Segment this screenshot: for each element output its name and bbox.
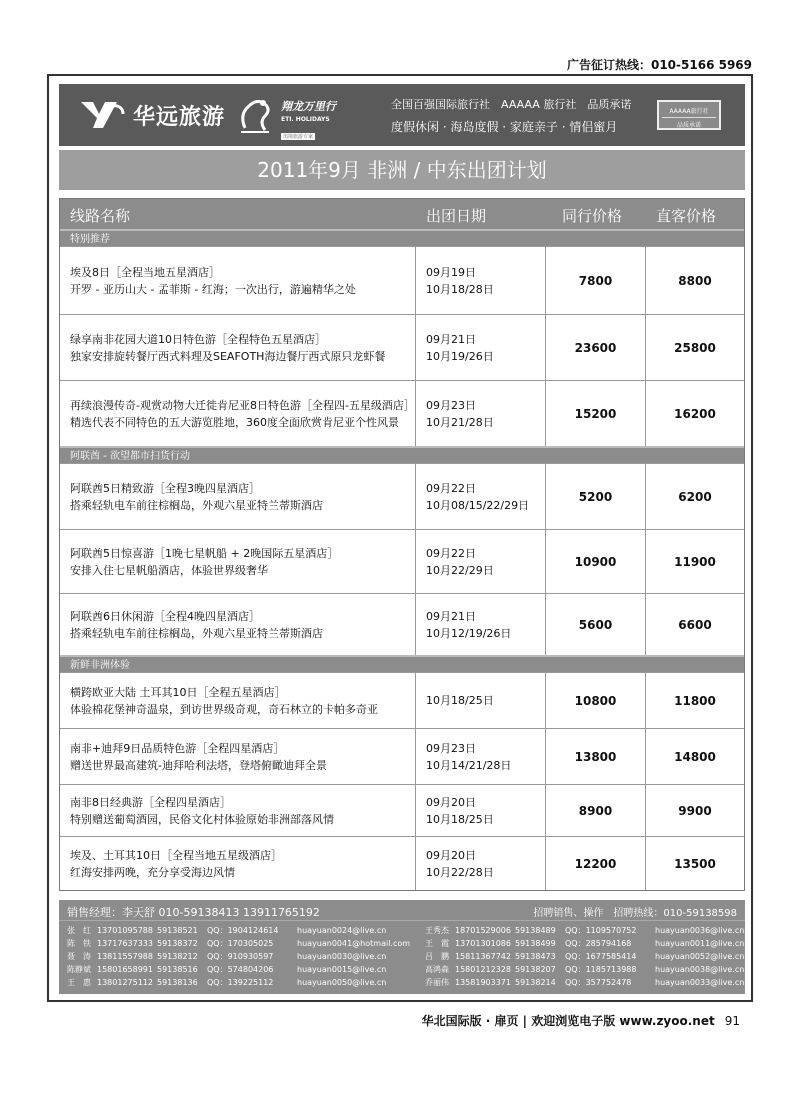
route-title: 阿联酋5日惊喜游［1晚七星帆船 + 2晚国际五星酒店］ bbox=[70, 546, 339, 560]
date-2: 10月22/28日 bbox=[426, 865, 494, 879]
date-cell bbox=[415, 464, 545, 529]
peer-price: 5600 bbox=[545, 594, 645, 655]
table-row bbox=[60, 728, 744, 784]
sales-manager: 销售经理：李天舒 010-59138413 13911765192 bbox=[67, 906, 320, 919]
contact-tel: 59138207 bbox=[515, 965, 556, 974]
contact-phone: 18701529006 bbox=[455, 926, 511, 935]
contacts-left bbox=[67, 924, 410, 989]
contact-email[interactable]: huayuan0015@live.cn bbox=[297, 965, 387, 974]
footer-divider bbox=[59, 920, 745, 921]
route-cell bbox=[60, 837, 415, 890]
route-desc: 独家安排旋转餐厅西式料理及SEAFOTH海边餐厅西式原只龙虾餐 bbox=[70, 349, 386, 363]
table-row bbox=[60, 314, 744, 380]
route-desc: 安排入住七星帆船酒店，体验世界级奢华 bbox=[70, 563, 268, 577]
peer-price: 7800 bbox=[545, 247, 645, 314]
page-title: 2011年9月 非洲 / 中东出团计划 bbox=[59, 150, 745, 190]
contact-name: 王秀杰 bbox=[425, 926, 449, 935]
contact-tel: 59138473 bbox=[515, 952, 556, 961]
aaaaa-badge bbox=[657, 100, 721, 130]
peer-price: 10900 bbox=[545, 530, 645, 593]
contact-qq: QQ：1904124614 bbox=[207, 926, 279, 935]
peer-price: 23600 bbox=[545, 315, 645, 380]
contact-qq: QQ：574804206 bbox=[207, 965, 274, 974]
contact-phone: 13801275112 bbox=[97, 978, 153, 987]
contact-row bbox=[425, 976, 744, 989]
contact-email[interactable]: huayuan0038@live.cn bbox=[655, 965, 745, 974]
peer-price: 8900 bbox=[545, 785, 645, 836]
contact-name: 张 红 bbox=[67, 926, 91, 935]
contact-row bbox=[425, 950, 744, 963]
route-title: 埃及、土耳其10日［全程当地五星级酒店］ bbox=[70, 848, 282, 862]
route-cell bbox=[60, 530, 415, 593]
contact-row bbox=[425, 963, 744, 976]
date-1: 09月21日 bbox=[426, 609, 476, 623]
table-row bbox=[60, 463, 744, 529]
route-desc: 搭乘轻轨电车前往棕榈岛，外观六星亚特兰蒂斯酒店 bbox=[70, 626, 323, 640]
contact-tel: 59138521 bbox=[157, 926, 198, 935]
route-cell bbox=[60, 315, 415, 380]
route-title: 绿享南非花园大道10日特色游［全程特色五星酒店］ bbox=[70, 332, 326, 346]
contact-qq: QQ：1109570752 bbox=[565, 926, 637, 935]
route-desc: 开罗 - 亚历山大 - 孟菲斯 - 红海；一次出行，游遍精华之处 bbox=[70, 282, 356, 296]
route-title: 埃及8日［全程当地五星酒店］ bbox=[70, 265, 220, 279]
route-cell bbox=[60, 464, 415, 529]
contact-row bbox=[425, 924, 744, 937]
route-title: 阿联酋6日休闲游［全程4晚四星酒店］ bbox=[70, 609, 260, 623]
col-route-header: 线路名称 bbox=[70, 207, 131, 225]
direct-price: 14800 bbox=[645, 729, 744, 784]
date-2: 10月18/25日 bbox=[426, 812, 494, 826]
date-1: 09月22日 bbox=[426, 546, 476, 560]
logo2-en: ETI. HOLIDAYS bbox=[281, 116, 330, 123]
badge-bottom: 品质承诺 bbox=[662, 117, 716, 129]
route-desc: 搭乘轻轨电车前往棕榈岛，外观六星亚特兰蒂斯酒店 bbox=[70, 498, 323, 512]
section-header: 新鲜非洲体验 bbox=[60, 655, 744, 672]
contact-qq: QQ：1677585414 bbox=[565, 952, 637, 961]
eti-logo-text bbox=[281, 98, 336, 142]
route-cell bbox=[60, 673, 415, 728]
contact-email[interactable]: huayuan0036@live.cn bbox=[655, 926, 745, 935]
contact-name: 王 霞 bbox=[425, 939, 449, 948]
peer-price: 10800 bbox=[545, 673, 645, 728]
route-cell bbox=[60, 594, 415, 655]
date-2: 10月22/29日 bbox=[426, 563, 494, 577]
route-cell bbox=[60, 381, 415, 446]
direct-price: 11900 bbox=[645, 530, 744, 593]
date-cell bbox=[415, 837, 545, 890]
contact-tel: 59138214 bbox=[515, 978, 556, 987]
huayuan-logo-icon bbox=[79, 98, 125, 132]
contact-email[interactable]: huayuan0033@live.cn bbox=[655, 978, 745, 987]
table-row bbox=[60, 380, 744, 446]
contact-tel: 59138499 bbox=[515, 939, 556, 948]
date-cell bbox=[415, 673, 545, 728]
tagline-2: 度假休闲 · 海岛度假 · 家庭亲子 · 情侣蜜月 bbox=[391, 120, 618, 134]
contact-phone: 13701095788 bbox=[97, 926, 153, 935]
date-2: 10月19/26日 bbox=[426, 349, 494, 363]
page-number: 91 bbox=[724, 1014, 740, 1028]
date-2: 10月14/21/28日 bbox=[426, 758, 512, 772]
col-date-header: 出团日期 bbox=[426, 207, 487, 225]
contact-row bbox=[67, 950, 410, 963]
section-header: 特别推荐 bbox=[60, 229, 744, 246]
contact-email[interactable]: huayuan0050@live.cn bbox=[297, 978, 387, 987]
page-footer bbox=[422, 1012, 740, 1029]
peer-price: 12200 bbox=[545, 837, 645, 890]
contact-tel: 59138136 bbox=[157, 978, 198, 987]
tour-table bbox=[59, 198, 745, 891]
date-cell bbox=[415, 594, 545, 655]
contact-qq: QQ：285794168 bbox=[565, 939, 632, 948]
contact-row bbox=[67, 963, 410, 976]
contact-name: 王 惠 bbox=[67, 978, 91, 987]
col-peer-header: 同行价格 bbox=[562, 207, 623, 225]
direct-price: 6200 bbox=[645, 464, 744, 529]
table-row bbox=[60, 784, 744, 836]
tagline-1: 全国百强国际旅行社 AAAAA 旅行社 品质承诺 bbox=[391, 98, 632, 111]
direct-price: 16200 bbox=[645, 381, 744, 446]
direct-price: 6600 bbox=[645, 594, 744, 655]
recruit-info: 招聘销售、操作 招聘热线：010-59138598 bbox=[533, 908, 737, 919]
date-2: 10月18/28日 bbox=[426, 282, 494, 296]
contact-phone: 13811557988 bbox=[97, 952, 153, 961]
contacts-right bbox=[425, 924, 744, 989]
section-header: 阿联酋 - 欲望都市扫货行动 bbox=[60, 446, 744, 463]
footer-contacts bbox=[59, 900, 745, 994]
peer-price: 5200 bbox=[545, 464, 645, 529]
table-row bbox=[60, 593, 744, 655]
route-cell bbox=[60, 729, 415, 784]
table-header bbox=[60, 199, 744, 229]
contact-tel: 59138489 bbox=[515, 926, 556, 935]
table-row bbox=[60, 836, 744, 890]
route-title: 阿联酋5日精致游［全程3晚四星酒店］ bbox=[70, 481, 260, 495]
table-row bbox=[60, 529, 744, 593]
route-cell bbox=[60, 785, 415, 836]
contact-name: 陈 铁 bbox=[67, 939, 91, 948]
route-title: 南非+迪拜9日品质特色游［全程四星酒店］ bbox=[70, 741, 285, 755]
contact-phone: 13717637333 bbox=[97, 939, 153, 948]
date-1: 09月20日 bbox=[426, 795, 476, 809]
logo2-cn: 翔龙万里行 bbox=[281, 100, 336, 113]
contact-email[interactable]: huayuan0041@hotmail.com bbox=[297, 939, 411, 948]
date-cell bbox=[415, 315, 545, 380]
contact-row bbox=[425, 937, 744, 950]
contact-email[interactable]: huayuan0011@live.cn bbox=[655, 939, 745, 948]
date-2: 10月12/19/26日 bbox=[426, 626, 512, 640]
direct-price: 13500 bbox=[645, 837, 744, 890]
route-cell bbox=[60, 247, 415, 314]
contact-phone: 13581903371 bbox=[455, 978, 511, 987]
route-title: 横跨欧亚大陆 土耳其10日［全程五星酒店］ bbox=[70, 685, 286, 699]
route-title: 再续浪漫传奇-观赏动物大迁徙肯尼亚8日特色游［全程四-五星级酒店］ bbox=[70, 398, 415, 412]
contact-name: 吕 鹏 bbox=[425, 952, 449, 961]
contact-phone: 15811367742 bbox=[455, 952, 511, 961]
date-1: 09月23日 bbox=[426, 741, 476, 755]
contact-qq: QQ：357752478 bbox=[565, 978, 632, 987]
route-desc: 特别赠送葡萄酒园，民俗文化村体验原始非洲部落风情 bbox=[70, 812, 334, 826]
brand-name: 华远旅游 bbox=[133, 105, 226, 130]
footer-text: 华北国际版 · 扉页 | 欢迎浏览电子版 www.zyoo.net bbox=[421, 1014, 715, 1028]
contact-qq: QQ：170305025 bbox=[207, 939, 274, 948]
contact-email[interactable]: huayuan0030@live.cn bbox=[297, 952, 387, 961]
contact-name: 高鸿森 bbox=[425, 965, 449, 974]
date-1: 09月20日 bbox=[426, 848, 476, 862]
contact-name: 陈静斌 bbox=[67, 965, 91, 974]
logo2-sub: 出境旅游专家 bbox=[283, 134, 314, 140]
page-frame bbox=[47, 74, 753, 1002]
contact-tel: 59138212 bbox=[157, 952, 198, 961]
direct-price: 25800 bbox=[645, 315, 744, 380]
contact-row bbox=[67, 924, 410, 937]
contact-qq: QQ：1185713988 bbox=[565, 965, 637, 974]
table-row bbox=[60, 672, 744, 728]
peer-price: 13800 bbox=[545, 729, 645, 784]
direct-price: 9900 bbox=[645, 785, 744, 836]
date-2: 10月21/28日 bbox=[426, 415, 494, 429]
contact-row bbox=[67, 976, 410, 989]
contact-phone: 13701301086 bbox=[455, 939, 511, 948]
date-cell bbox=[415, 729, 545, 784]
route-title: 南非8日经典游［全程四星酒店］ bbox=[70, 795, 231, 809]
date-2: 10月18/25日 bbox=[426, 694, 494, 707]
route-desc: 红海安排两晚，充分享受海边风情 bbox=[70, 865, 235, 879]
date-1: 09月22日 bbox=[426, 481, 476, 495]
contact-tel: 59138372 bbox=[157, 939, 198, 948]
contact-phone: 15801212328 bbox=[455, 965, 511, 974]
contact-phone: 15801658991 bbox=[97, 965, 153, 974]
contact-email[interactable]: huayuan0024@live.cn bbox=[297, 926, 387, 935]
date-cell bbox=[415, 247, 545, 314]
peer-price: 15200 bbox=[545, 381, 645, 446]
date-cell bbox=[415, 530, 545, 593]
col-direct-header: 直客价格 bbox=[656, 207, 717, 225]
direct-price: 8800 bbox=[645, 247, 744, 314]
header-banner bbox=[59, 84, 745, 146]
contact-email[interactable]: huayuan0052@live.cn bbox=[655, 952, 745, 961]
route-desc: 精选代表不同特色的五大游览胜地，360度全面欣赏肯尼亚个性风景 bbox=[70, 415, 399, 429]
date-cell bbox=[415, 381, 545, 446]
ad-hotline: 广告征订热线：010-5166 5969 bbox=[566, 58, 752, 72]
contact-tel: 59138516 bbox=[157, 965, 198, 974]
contact-name: 聂 涛 bbox=[67, 952, 91, 961]
dragon-logo-icon bbox=[235, 94, 275, 136]
direct-price: 11800 bbox=[645, 673, 744, 728]
date-1: 09月21日 bbox=[426, 332, 476, 346]
badge-top: AAAAA旅行社 bbox=[669, 108, 709, 115]
date-1: 09月19日 bbox=[426, 265, 476, 279]
contact-name: 乔丽伟 bbox=[425, 978, 449, 987]
contact-qq: QQ：139225112 bbox=[207, 978, 274, 987]
table-row bbox=[60, 246, 744, 314]
route-desc: 赠送世界最高建筑-迪拜哈利法塔，登塔俯瞰迪拜全景 bbox=[70, 758, 327, 772]
date-2: 10月08/15/22/29日 bbox=[426, 498, 530, 512]
date-1: 09月23日 bbox=[426, 398, 476, 412]
route-desc: 体验棉花堡神奇温泉，到访世界级奇观，奇石林立的卡帕多奇亚 bbox=[70, 702, 378, 716]
contact-qq: QQ：910930597 bbox=[207, 952, 274, 961]
contact-row bbox=[67, 937, 410, 950]
date-cell bbox=[415, 785, 545, 836]
